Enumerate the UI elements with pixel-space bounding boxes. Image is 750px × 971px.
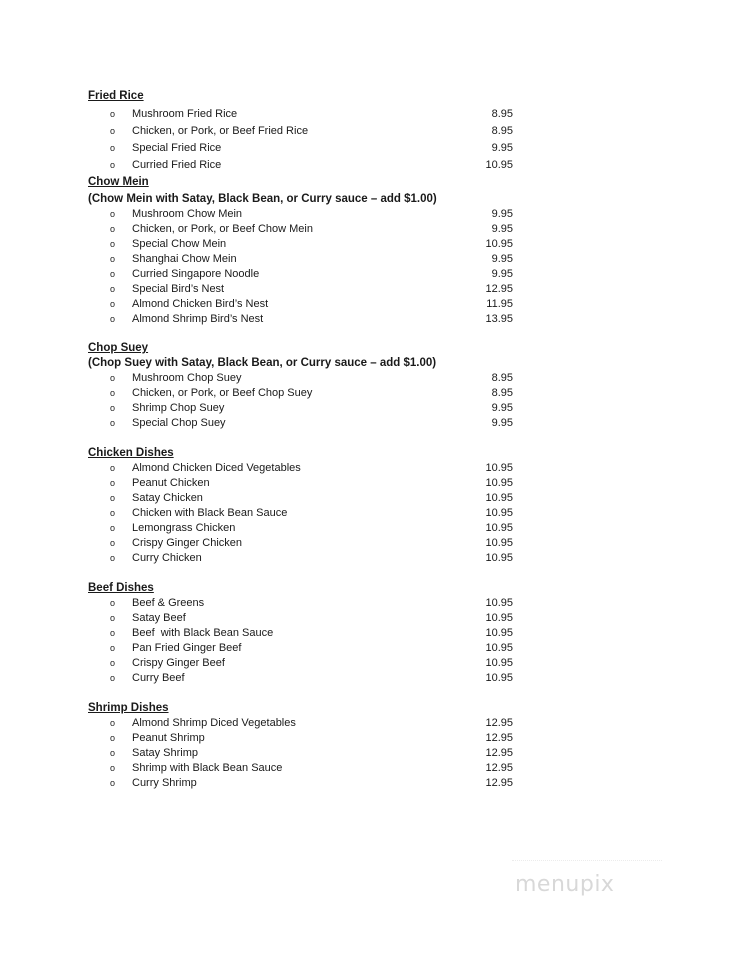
item-price: 10.95 [485, 159, 513, 171]
item-price: 10.95 [485, 642, 513, 654]
menu-item [88, 106, 518, 123]
bullet-icon: o [110, 748, 116, 758]
item-list [88, 461, 518, 566]
menu-item [88, 551, 518, 566]
item-name: Mushroom Chop Suey [132, 372, 242, 384]
menu-item [88, 746, 518, 761]
menu-item [88, 123, 518, 140]
menu-item [88, 506, 518, 521]
section-heading: Chow Mein [88, 176, 149, 188]
item-name: Lemongrass Chicken [132, 522, 236, 534]
bullet-icon: o [110, 388, 116, 398]
item-name: Chicken, or Pork, or Beef Fried Rice [132, 125, 309, 137]
item-name: Chicken with Black Bean Sauce [132, 507, 288, 519]
menu-item [88, 252, 518, 267]
item-name: Special Bird’s Nest [132, 283, 225, 295]
menu-item [88, 536, 518, 551]
bullet-icon: o [110, 493, 116, 503]
menu-item [88, 731, 518, 746]
item-name: Peanut Chicken [132, 477, 210, 489]
item-name: Almond Chicken Diced Vegetables [132, 462, 301, 474]
item-name: Almond Shrimp Bird’s Nest [132, 313, 264, 325]
menu-item [88, 776, 518, 791]
bullet-icon: o [110, 508, 116, 518]
bullet-icon: o [110, 209, 116, 219]
item-price: 10.95 [485, 672, 513, 684]
menu-item [88, 386, 518, 401]
item-list [88, 207, 518, 327]
bullet-icon: o [110, 628, 116, 638]
item-price: 12.95 [485, 717, 513, 729]
section-note: (Chow Mein with Satay, Black Bean, or Curry sauce – add $1.00) [88, 193, 437, 205]
item-list [88, 371, 518, 431]
item-name: Shrimp Chop Suey [132, 402, 225, 414]
item-price: 12.95 [485, 762, 513, 774]
bullet-icon: o [110, 718, 116, 728]
item-price: 9.95 [491, 253, 513, 265]
item-price: 12.95 [485, 747, 513, 759]
bullet-icon: o [110, 284, 116, 294]
bullet-icon: o [110, 658, 116, 668]
item-name: Pan Fried Ginger Beef [132, 642, 242, 654]
item-list [88, 596, 518, 686]
menu-item [88, 656, 518, 671]
item-name: Beef & Greens [132, 597, 205, 609]
menu-item [88, 237, 518, 252]
menu-item [88, 596, 518, 611]
item-price: 12.95 [485, 283, 513, 295]
item-name: Chicken, or Pork, or Beef Chop Suey [132, 387, 313, 399]
item-price: 10.95 [485, 612, 513, 624]
item-name: Special Fried Rice [132, 142, 222, 154]
section-beef-dishes [88, 581, 518, 686]
item-price: 10.95 [485, 522, 513, 534]
section-note: (Chop Suey with Satay, Black Bean, or Curry sauce – add $1.00) [88, 357, 437, 369]
bullet-icon: o [110, 373, 116, 383]
item-price: 8.95 [491, 108, 513, 120]
menu-item [88, 761, 518, 776]
item-name: Crispy Ginger Chicken [132, 537, 243, 549]
bullet-icon: o [110, 143, 116, 153]
bullet-icon: o [110, 538, 116, 548]
bullet-icon: o [110, 403, 116, 413]
item-price: 9.95 [491, 142, 513, 154]
item-price: 11.95 [486, 298, 513, 310]
section-heading: Chicken Dishes [88, 447, 174, 459]
menu-item [88, 626, 518, 641]
item-name: Satay Beef [132, 612, 186, 624]
bullet-icon: o [110, 778, 116, 788]
bullet-icon: o [110, 160, 116, 170]
section-heading: Shrimp Dishes [88, 702, 169, 714]
menu-item [88, 716, 518, 731]
item-price: 10.95 [485, 657, 513, 669]
item-name: Curry Shrimp [132, 777, 197, 789]
bullet-icon: o [110, 523, 116, 533]
section-fried-rice [88, 89, 518, 174]
item-price: 13.95 [485, 313, 513, 325]
section-heading: Chop Suey [88, 342, 149, 354]
item-price: 10.95 [485, 462, 513, 474]
menu-item [88, 222, 518, 237]
bullet-icon: o [110, 269, 116, 279]
menu-item [88, 521, 518, 536]
section-shrimp-dishes [88, 701, 518, 791]
bullet-icon: o [110, 598, 116, 608]
bullet-icon: o [110, 463, 116, 473]
section-chicken-dishes [88, 446, 518, 566]
item-price: 10.95 [485, 238, 513, 250]
bullet-icon: o [110, 254, 116, 264]
item-name: Beef with Black Bean Sauce [132, 627, 274, 639]
bullet-icon: o [110, 239, 116, 249]
menu-item [88, 157, 518, 174]
menu-item [88, 671, 518, 686]
item-name: Curried Singapore Noodle [132, 268, 260, 280]
item-name: Chicken, or Pork, or Beef Chow Mein [132, 223, 313, 235]
menu-item [88, 267, 518, 282]
item-price: 12.95 [485, 777, 513, 789]
section-heading: Beef Dishes [88, 582, 154, 594]
bullet-icon: o [110, 643, 116, 653]
bullet-icon: o [110, 733, 116, 743]
bullet-icon: o [110, 224, 116, 234]
bullet-icon: o [110, 314, 116, 324]
item-name: Satay Shrimp [132, 747, 199, 759]
item-name: Mushroom Fried Rice [132, 108, 238, 120]
bullet-icon: o [110, 126, 116, 136]
section-heading: Fried Rice [88, 90, 144, 102]
menu-item [88, 140, 518, 157]
item-name: Curry Chicken [132, 552, 202, 564]
item-price: 9.95 [491, 223, 513, 235]
item-price: 8.95 [491, 387, 513, 399]
item-name: Curried Fried Rice [132, 159, 222, 171]
item-price: 10.95 [485, 627, 513, 639]
menu-item [88, 416, 518, 431]
item-price: 9.95 [491, 417, 513, 429]
menu-item [88, 491, 518, 506]
menu-item [88, 611, 518, 626]
item-price: 8.95 [491, 125, 513, 137]
item-list [88, 716, 518, 791]
item-name: Almond Chicken Bird’s Nest [132, 298, 269, 310]
bullet-icon: o [110, 673, 116, 683]
menu-item [88, 297, 518, 312]
bullet-icon: o [110, 418, 116, 428]
item-name: Peanut Shrimp [132, 732, 205, 744]
item-name: Special Chop Suey [132, 417, 226, 429]
menupix-watermark: menupix [515, 872, 615, 897]
item-price: 12.95 [485, 732, 513, 744]
item-price: 8.95 [491, 372, 513, 384]
menu-item [88, 641, 518, 656]
item-price: 10.95 [485, 537, 513, 549]
item-name: Curry Beef [132, 672, 185, 684]
menu-item [88, 371, 518, 386]
item-name: Shrimp with Black Bean Sauce [132, 762, 283, 774]
item-price: 10.95 [485, 507, 513, 519]
section-chow-mein [88, 175, 518, 327]
menu-item [88, 312, 518, 327]
menu-item [88, 401, 518, 416]
item-price: 10.95 [485, 477, 513, 489]
menu-item [88, 476, 518, 491]
item-price: 10.95 [485, 552, 513, 564]
menu-item [88, 282, 518, 297]
item-name: Crispy Ginger Beef [132, 657, 225, 669]
watermark-divider [512, 860, 662, 862]
item-price: 9.95 [491, 268, 513, 280]
item-name: Shanghai Chow Mein [132, 253, 237, 265]
menu-item [88, 207, 518, 222]
section-chop-suey [88, 341, 518, 431]
item-list [88, 106, 518, 174]
bullet-icon: o [110, 553, 116, 563]
item-price: 9.95 [491, 402, 513, 414]
bullet-icon: o [110, 299, 116, 309]
bullet-icon: o [110, 763, 116, 773]
bullet-icon: o [110, 613, 116, 623]
bullet-icon: o [110, 478, 116, 488]
item-name: Satay Chicken [132, 492, 203, 504]
item-name: Almond Shrimp Diced Vegetables [132, 717, 296, 729]
item-price: 10.95 [485, 492, 513, 504]
item-name: Special Chow Mein [132, 238, 227, 250]
item-name: Mushroom Chow Mein [132, 208, 243, 220]
item-price: 9.95 [491, 208, 513, 220]
item-price: 10.95 [485, 597, 513, 609]
bullet-icon: o [110, 109, 116, 119]
menu-item [88, 461, 518, 476]
